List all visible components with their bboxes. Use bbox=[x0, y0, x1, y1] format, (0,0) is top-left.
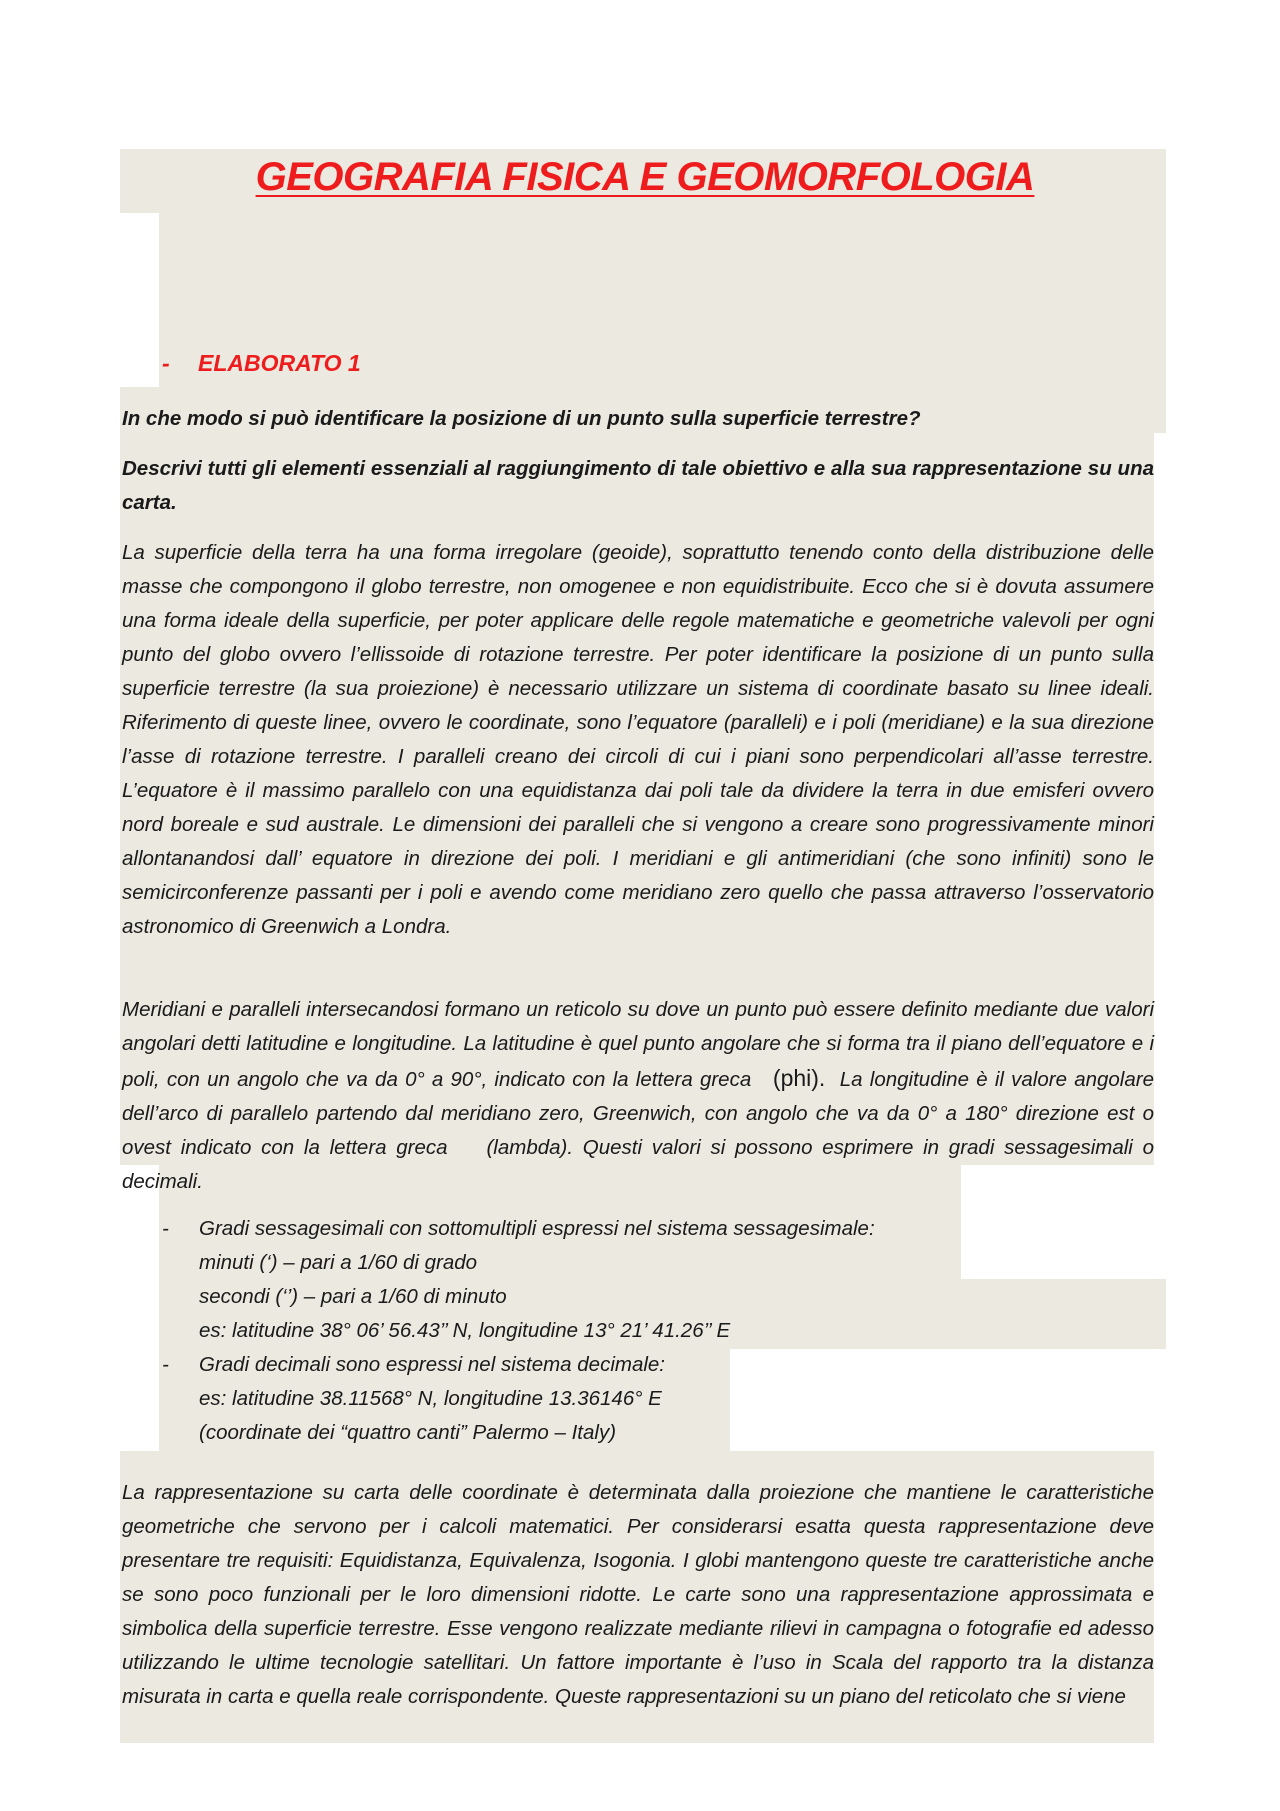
document-title: GEOGRAFIA FISICA E GEOMORFOLOGIA bbox=[255, 155, 1035, 199]
list-line: minuti (‘) – pari a 1/60 di grado bbox=[199, 1251, 478, 1274]
question-2: Descrivi tutti gli elementi essenziali al raggiungimento di tale obiettivo e alla sua rappresentazione su una carta. bbox=[122, 457, 1154, 514]
list-bullet: - bbox=[162, 1353, 169, 1376]
list-line: es: latitudine 38° 06’ 56.43’’ N, longitudine 13° 21’ 41.26’’ E bbox=[199, 1319, 731, 1342]
section-heading bbox=[162, 350, 361, 377]
paragraph-1: La superficie della terra ha una forma irregolare (geoide), soprattutto tenendo conto della distribuzione delle masse che compongono il globo terrestre, non omogenee e non equidistribuite. Ecco che si è dovuta assumere una forma ideale della superficie, per poter applicare delle regole matematiche e geometriche valevoli per ogni punto del globo ovvero l’ellissoide di rotazione terrestre. Per poter identificare la posizione di un punto sulla superficie terrestre (la sua proiezione) è necessario utilizzare un sistema di coordinate basato su linee ideali. Riferimento di queste linee, ovvero le coordinate, sono l’equatore (paralleli) e i poli (meridiane) e la sua direzione l’asse di rotazione terrestre. I paralleli creano dei circoli di cui i piani sono perpendicolari all’asse terrestre. L’equatore è il massimo parallelo con una equidistanza dai poli tale da dividere la terra in due emisferi ovvero nord boreale e sud australe. Le dimensioni dei paralleli che si vengono a creare sono progressivamente minori allontanandosi dall’ equatore in direzione dei poli. I meridiani e gli antimeridiani (che sono infiniti) sono le semicirconferenze passanti per i poli e avendo come meridiano zero quello che passa attraverso l’osservatorio astronomico di Greenwich a Londra. bbox=[122, 541, 1154, 938]
question-1: In che modo si può identificare la posizione di un punto sulla superficie terrestre? bbox=[122, 407, 921, 430]
list-line: (coordinate dei “quattro canti” Palermo – Italy) bbox=[199, 1421, 617, 1444]
paragraph-2-part-2: La longitudine è il valore angolare dell’arco di parallelo partendo dal meridiano zero, Greenwich, con angolo che va da 0° a 180° direzione est o ovest indicato con la lettera greca bbox=[122, 1068, 1154, 1159]
list-item-sexagesimal bbox=[162, 1212, 1062, 1348]
list-line: es: latitudine 38.11568° N, longitudine 13.36146° E bbox=[199, 1387, 662, 1410]
paragraph-2-part-3: (lambda). Questi valori si possono esprimere in gradi sessagesimali o decimali. bbox=[122, 1136, 1154, 1193]
section-heading-text: ELABORATO 1 bbox=[198, 350, 361, 376]
list-line: Gradi decimali sono espressi nel sistema decimale: bbox=[199, 1353, 666, 1376]
paragraph-2-part-1: Meridiani e paralleli intersecandosi formano un reticolo su dove un punto può essere definito mediante due valori angolari detti latitudine e longitudine. La latitudine è quel punto angolare che si forma tra il piano dell’equatore e i poli, con un angolo che va da 0° a 90°, indicato con la lettera greca bbox=[122, 998, 1154, 1091]
phi-symbol: (phi). bbox=[772, 1065, 826, 1091]
list-line: secondi (‘’) – pari a 1/60 di minuto bbox=[199, 1285, 507, 1308]
list-line: Gradi sessagesimali con sottomultipli espressi nel sistema sessagesimale: bbox=[199, 1217, 875, 1240]
paragraph-2 bbox=[122, 993, 1154, 1199]
paragraph-3: La rappresentazione su carta delle coordinate è determinata dalla proiezione che mantiene le caratteristiche geometriche che servono per i calcoli matematici. Per considerarsi esatta questa rappresentazione deve presentare tre requisiti: Equidistanza, Equivalenza, Isogonia. I globi mantengono queste tre caratteristiche anche se sono poco funzionali per le loro dimensioni ridotte. Le carte sono una rappresentazione approssimata e simbolica della superficie terrestre. Esse vengono realizzate mediante rilievi in campagna o fotografie ed adesso utilizzando le ultime tecnologie satellitari. Un fattore importante è l’uso in Scala del rapporto tra la distanza misurata in carta e quella reale corrispondente. Queste rappresentazioni su un piano del reticolato che si viene bbox=[122, 1481, 1154, 1708]
list-item-decimal bbox=[162, 1348, 1062, 1450]
list-bullet: - bbox=[162, 1217, 169, 1240]
section-bullet: - bbox=[162, 350, 170, 376]
